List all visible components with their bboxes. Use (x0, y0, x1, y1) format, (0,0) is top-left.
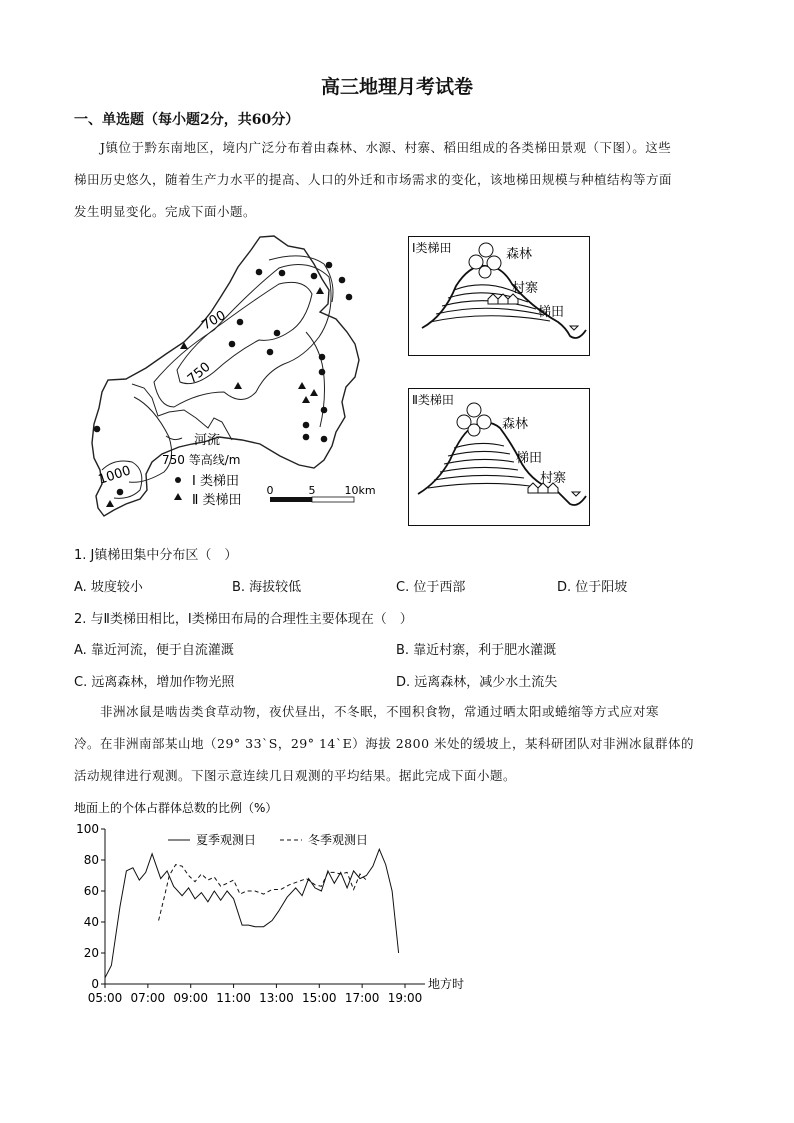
contour-inner-line (269, 256, 333, 302)
intro-paragraph-1 (74, 132, 720, 228)
q2-option-b[interactable]: B. 靠近村寨，利于肥水灌溉 (396, 643, 557, 658)
profile1-village-label: 村寨 (512, 281, 539, 296)
x-tick-label: 11:00 (216, 991, 251, 1005)
activity-line-chart (70, 796, 480, 1010)
x-tick-label: 09:00 (173, 991, 209, 1005)
intro2-line1: 非洲冰鼠是啮齿类食草动物，夜伏昼出，不冬眠，不囤积食物，常通过晒太阳或蜷缩等方式应对寒 (100, 704, 660, 719)
legend-type1-label: Ⅰ 类梯田 (192, 474, 239, 489)
scale-label-10km: 10km (344, 484, 376, 497)
legend-contour-label: 750 等高线/m (162, 453, 241, 467)
intro1-line2: 梯田历史悠久，随着生产力水平的提高、人口的外迁和市场需求的变化，该地梯田规模与种植结构等方面 (74, 172, 673, 187)
chart-series (105, 849, 399, 978)
y-tick-label: 20 (83, 946, 99, 960)
y-tick-label: 0 (91, 977, 99, 991)
legend-label: 冬季观测日 (308, 833, 369, 847)
x-tick-label: 15:00 (301, 991, 337, 1005)
contour-label-750: 750 (184, 359, 214, 388)
profile2-forest-label: 森林 (502, 417, 529, 432)
contour-label-1000: 1000 (96, 463, 133, 488)
q2-option-a[interactable]: A. 靠近河流，便于自流灌溉 (74, 643, 234, 658)
type1-terrace-profile (408, 236, 590, 356)
type2-terrace-profile (408, 388, 590, 526)
profile1-forest-label: 森林 (506, 247, 533, 262)
terrace-distribution-map (74, 232, 394, 524)
legend-type2-label: Ⅱ 类梯田 (192, 493, 242, 508)
x-tick-label: 17:00 (344, 991, 380, 1005)
intro1-line3: 发生明显变化。完成下面小题。 (74, 204, 257, 219)
chart-axes (105, 829, 425, 984)
q1-option-b[interactable]: B. 海拔较低 (232, 580, 302, 595)
section-heading: 一、单选题（每小题2分，共60分） (74, 112, 300, 128)
chart-ticks (76, 822, 422, 1005)
y-tick-label: 100 (76, 822, 99, 836)
intro-paragraph-2 (74, 696, 720, 792)
profile1-title: Ⅰ类梯田 (412, 241, 452, 255)
intro2-line3: 活动规律进行观测。下图示意连续几日观测的平均结果。据此完成下面小题。 (74, 768, 517, 783)
page-title: 高三地理月考试卷 (320, 76, 473, 98)
scale-label-5: 5 (308, 484, 316, 497)
q1-stem: 1. J镇梯田集中分布区（ ） (74, 548, 238, 563)
profile1-terrace-label: 梯田 (538, 305, 565, 320)
chart-ylabel: 地面上的个体占群体总数的比例（%） (74, 801, 278, 815)
x-tick-label: 05:00 (87, 991, 123, 1005)
scale-bar (267, 484, 376, 502)
q1-option-c[interactable]: C. 位于西部 (396, 580, 466, 595)
legend-river-label: 河流 (194, 433, 221, 448)
profile2-village-label: 村寨 (540, 471, 567, 486)
q1-option-a[interactable]: A. 坡度较小 (74, 580, 143, 595)
legend-type1-dot (175, 477, 181, 483)
map-legend (162, 432, 242, 508)
x-tick-label: 19:00 (387, 991, 423, 1005)
series-line-summer (105, 849, 399, 978)
q2-stem: 2. 与Ⅱ类梯田相比，Ⅰ类梯田布局的合理性主要体现在（ ） (74, 612, 413, 627)
profile2-terrace-label: 梯田 (516, 451, 543, 466)
contour-east-line (306, 332, 325, 427)
intro2-line2: 冷。在非洲南部某山地（29° 33`S，29° 14`E）海拔 2800 米处的缓坡上，某科研团队对非洲冰鼠群体的 (74, 736, 695, 751)
q2-option-d[interactable]: D. 远离森林，减少水土流失 (396, 675, 558, 690)
contour-750-line-b (129, 397, 172, 482)
y-tick-label: 60 (83, 884, 99, 898)
y-tick-label: 40 (83, 915, 99, 929)
q1-option-d[interactable]: D. 位于阳坡 (557, 580, 628, 595)
legend-type2-triangle (174, 493, 182, 500)
scale-label-0: 0 (266, 484, 274, 497)
q2-option-c[interactable]: C. 远离森林，增加作物光照 (74, 675, 235, 690)
x-tick-label: 13:00 (259, 991, 294, 1005)
legend-label: 夏季观测日 (196, 833, 257, 847)
profile2-title: Ⅱ类梯田 (412, 393, 454, 407)
y-tick-label: 80 (83, 853, 99, 867)
chart-legend (168, 832, 368, 847)
chart-xlabel: 地方时 (428, 977, 465, 991)
x-tick-label: 07:00 (130, 991, 166, 1005)
series-line-winter (159, 865, 367, 921)
intro1-line1: J镇位于黔东南地区，境内广泛分布着由森林、水源、村寨、稻田组成的各类梯田景观（下图）。这些 (100, 140, 672, 155)
contour-label-700: 700 (199, 308, 229, 334)
